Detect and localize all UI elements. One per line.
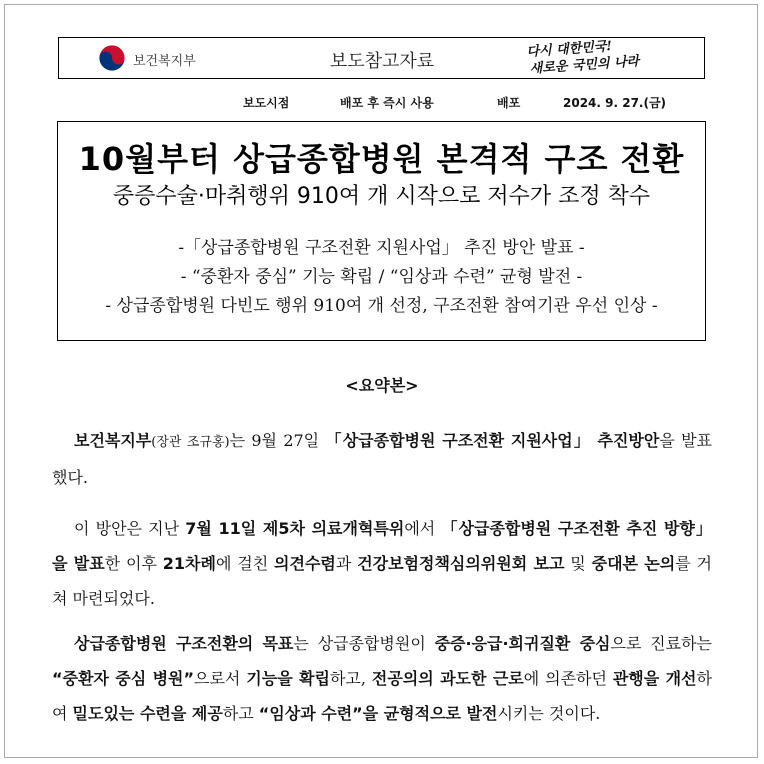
text: 는 9월 27일	[229, 431, 326, 450]
text-bold: 7월 11일 제5차 의료개혁특위	[185, 519, 405, 538]
text: 한 이후	[104, 554, 163, 573]
key-points	[58, 234, 705, 321]
main-title: 10월부터 상급종합병원 본격적 구조 전환	[78, 140, 685, 178]
document-type: 보도참고자료	[329, 51, 435, 72]
distribution-date: 2024. 9. 27.(금)	[563, 96, 667, 110]
text: 하고,	[329, 669, 372, 688]
text-bold: 추진방안	[597, 431, 660, 450]
embargo-label: 보도시점	[243, 96, 290, 110]
paragraph-goal	[52, 626, 712, 731]
slogan-line-1: 다시 대한민국!	[526, 38, 613, 60]
slogan-signature	[526, 32, 698, 78]
text-bold: 상급종합병원 구조전환의 목표	[74, 634, 294, 653]
text: 는 상급종합병원이	[293, 634, 435, 653]
text-bold: “임상과 수련”을 균형적으로 발전	[258, 704, 498, 723]
embargo-value: 배포 후 즉시 사용	[340, 96, 434, 110]
text-bold: 기능을 확립	[246, 669, 330, 688]
ministry-logo-icon	[97, 43, 127, 73]
ministry-name: 보건복지부	[133, 54, 196, 69]
text: 으로서	[194, 669, 247, 688]
key-point: -「상급종합병원 구조전환 지원사업」 추진 방안 발표 -	[178, 238, 585, 258]
text: 에서	[404, 519, 442, 538]
text-bold: 21차례	[162, 554, 216, 573]
text: 에 걸친	[215, 554, 275, 573]
text-bold: 중대본 논의	[591, 554, 676, 573]
text: 및	[564, 554, 592, 573]
text-bold: 건강보험정책심의위원회 보고	[357, 554, 565, 573]
summary-heading: <요약본>	[345, 376, 419, 395]
header-box	[58, 37, 705, 79]
key-point: - “중환자 중심” 기능 확립 / “임상과 수련” 균형 발전 -	[180, 267, 583, 287]
release-info-row	[0, 94, 764, 112]
text-bold: “중환자 중심 병원”	[52, 669, 194, 688]
text: 시키는 것이다.	[497, 704, 601, 723]
key-point: - 상급종합병원 다빈도 행위 910여 개 선정, 구조전환 참여기관 우선 인상 -	[105, 296, 658, 316]
distribution-label: 배포	[497, 96, 521, 110]
text-bold: 관행을 개선	[612, 669, 697, 688]
text: 를 거쳐 마련되었다.	[52, 554, 712, 608]
text: 과	[335, 554, 358, 573]
paragraph-announcement	[52, 423, 712, 495]
text-bold: 중증·응급·희귀질환 중심	[434, 634, 611, 653]
text-bold: 「상급종합병원 구조전환 추진 방향」을 발표	[52, 519, 712, 573]
text-bold: 밀도있는 수련을 제공	[72, 704, 223, 723]
text-bold: 전공의의 과도한 근로	[371, 669, 524, 688]
text-minister: (장관 조규홍)	[151, 435, 230, 450]
text-bold: 「상급종합병원 구조전환 지원사업」	[325, 431, 592, 450]
text: 에 의존하던	[523, 669, 613, 688]
slogan-line-2: 새로운 국민의 나라	[529, 54, 640, 77]
text: 을 발표했다.	[52, 431, 712, 487]
title-box	[57, 121, 706, 341]
text: 하여	[52, 669, 712, 723]
text: 하고	[222, 704, 259, 723]
text-bold: 보건복지부	[74, 431, 152, 450]
text-bold: 의견수렴	[274, 554, 336, 573]
sub-title: 중증수술·마취행위 910여 개 시작으로 저수가 조정 착수	[112, 184, 651, 209]
text: 으로 진료하는	[610, 634, 712, 653]
paragraph-background	[52, 511, 712, 616]
text: 이 방안은 지난	[74, 519, 186, 538]
